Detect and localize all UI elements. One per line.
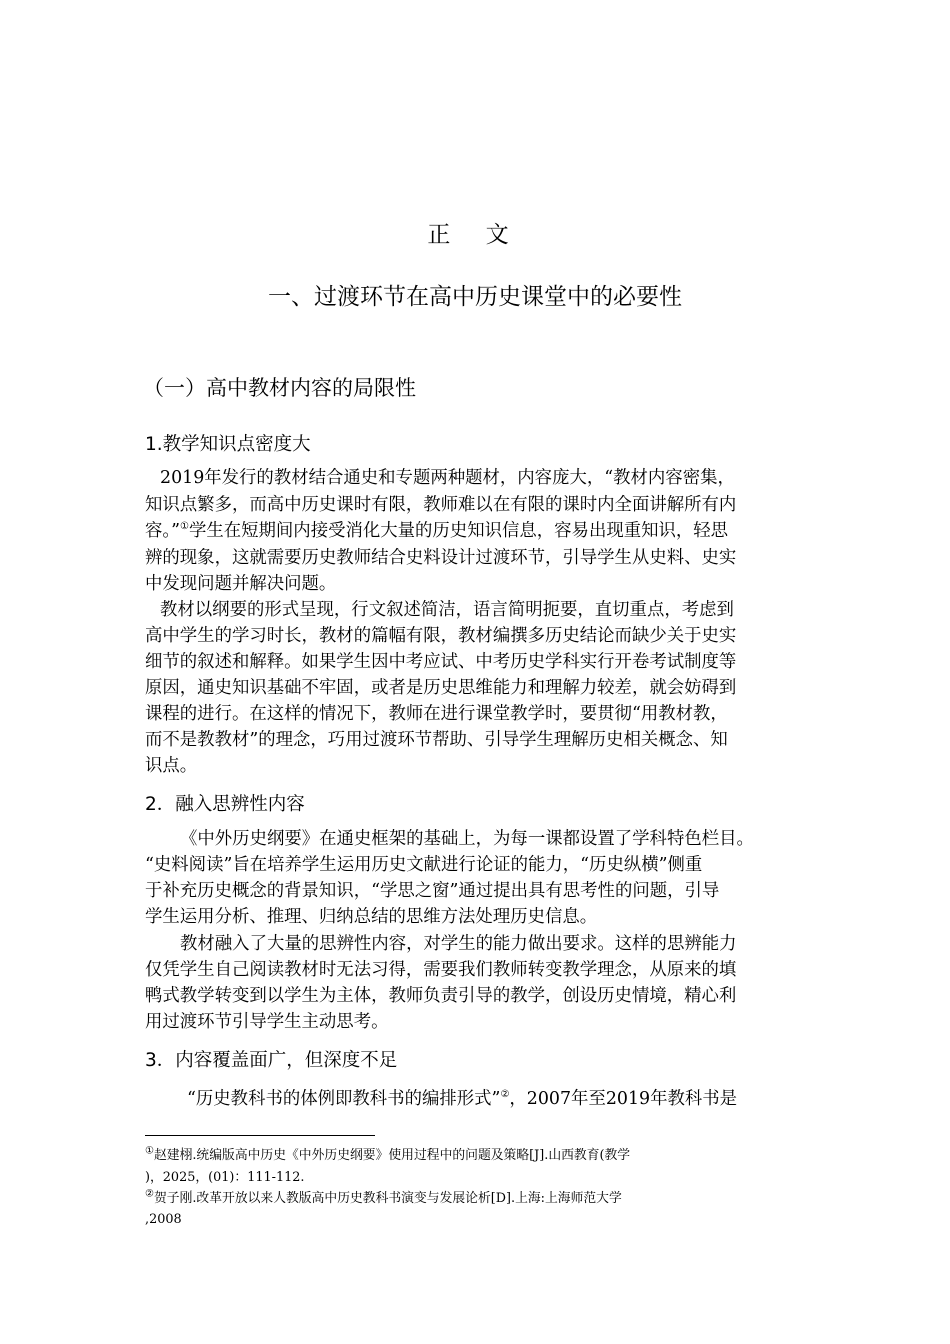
paragraph-line: 中发现问题并解决问题。 bbox=[145, 574, 337, 594]
paragraph-line: 原因，通史知识基础不牢固，或者是历史思维能力和理解力较差，就会妨碍到 bbox=[145, 678, 737, 698]
paragraph-line: 教材以纲要的形式呈现，行文叙述简洁，语言简明扼要，直切重点，考虑到 bbox=[160, 600, 734, 620]
footnote-text: 赵建栩.统编版高中历史《中外历史纲要》使用过程中的问题及策略[J].山西教育(教学 bbox=[153, 1148, 631, 1163]
paragraph-text: 容。” bbox=[145, 521, 180, 541]
paragraph-line: “史料阅读”旨在培养学生运用历史文献进行论证的能力，“历史纵横”侧重 bbox=[145, 855, 703, 875]
subheading-3: 3．内容覆盖面广，但深度不足 bbox=[145, 1050, 398, 1071]
paragraph-text: 学生在短期间内接受消化大量的历史知识信息，容易出现重知识，轻思 bbox=[188, 521, 729, 541]
paragraph-line: 高中学生的学习时长，教材的篇幅有限，教材编撰多历史结论而缺少关于史实 bbox=[145, 626, 737, 646]
paragraph-line: 识点。 bbox=[145, 756, 198, 776]
paragraph-text: ，2007年至2019年教科书是 bbox=[509, 1089, 738, 1109]
paragraph-line: 辨的现象，这就需要历史教师结合史料设计过渡环节，引导学生从史料、史实 bbox=[145, 548, 737, 568]
footnote-ref-1[interactable]: ① bbox=[179, 521, 189, 533]
paragraph-line: 仅凭学生自己阅读教材时无法习得，需要我们教师转变教学理念，从原来的填 bbox=[145, 960, 737, 980]
paragraph-line: 鸭式教学转变到以学生为主体，教师负责引导的教学，创设历史情境，精心利 bbox=[145, 986, 737, 1006]
paragraph-line bbox=[145, 519, 728, 543]
footnote-mark-1: ① bbox=[145, 1145, 154, 1157]
paragraph-line: 2019年发行的教材结合通史和专题两种题材，内容庞大，“教材内容密集， bbox=[160, 468, 735, 488]
paragraph-line: 细节的叙述和解释。如果学生因中考应试、中考历史学科实行开卷考试制度等 bbox=[145, 652, 737, 672]
footnote-ref-2[interactable]: ② bbox=[500, 1089, 510, 1101]
paragraph-line: 学生运用分析、推理、归纳总结的思维方法处理历史信息。 bbox=[145, 907, 598, 927]
chapter-heading: 一、过渡环节在高中历史课堂中的必要性 bbox=[268, 284, 682, 310]
paragraph-line bbox=[187, 1087, 737, 1111]
paragraph-line: 用过渡环节引导学生主动思考。 bbox=[145, 1012, 389, 1032]
footnote-text: 贺子刚.改革开放以来人教版高中历史教科书演变与发展论析[D].上海:上海师范大学 bbox=[153, 1191, 622, 1206]
page-title: 正 文 bbox=[427, 222, 523, 248]
footnote-mark-2: ② bbox=[145, 1188, 154, 1200]
paragraph-line: 课程的进行。在这样的情况下，教师在进行课堂教学时，要贯彻“用教材教， bbox=[145, 704, 728, 724]
footnote-2-continued: ,2008 bbox=[145, 1212, 182, 1227]
footnote-divider bbox=[145, 1135, 375, 1136]
subheading-1: 1.教学知识点密度大 bbox=[145, 434, 311, 455]
paragraph-line: 教材融入了大量的思辨性内容，对学生的能力做出要求。这样的思辨能力 bbox=[180, 934, 737, 954]
paragraph-line: 《中外历史纲要》在通史框架的基础上，为每一课都设置了学科特色栏目。 bbox=[180, 829, 754, 849]
paragraph-text: “历史教科书的体例即教科书的编排形式” bbox=[187, 1089, 501, 1109]
footnote-1-continued: )，2025，(01)：111-112. bbox=[145, 1170, 305, 1185]
paragraph-line: 知识点繁多，而高中历史课时有限，教师难以在有限的课时内全面讲解所有内 bbox=[145, 495, 737, 515]
subheading-2: 2．融入思辨性内容 bbox=[145, 794, 305, 815]
footnote-1 bbox=[145, 1146, 630, 1166]
paragraph-line: 于补充历史概念的背景知识，“学思之窗”通过提出具有思考性的问题，引导 bbox=[145, 881, 720, 901]
footnote-2 bbox=[145, 1189, 622, 1209]
section-heading: （一）高中教材内容的局限性 bbox=[143, 376, 416, 400]
paragraph-line: 而不是教教材”的理念，巧用过渡环节帮助、引导学生理解历史相关概念、知 bbox=[145, 730, 728, 750]
